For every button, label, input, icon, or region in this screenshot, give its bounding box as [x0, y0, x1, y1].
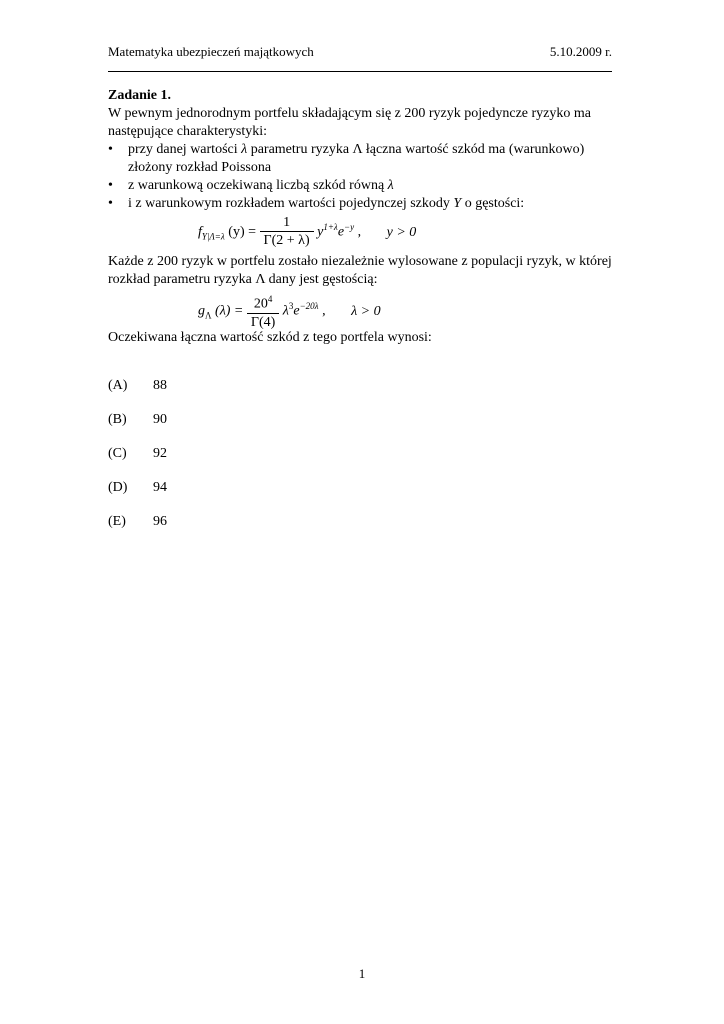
numerator-base: 20: [253, 296, 268, 312]
formula-fraction: [260, 215, 314, 250]
answer-value: 92: [153, 446, 167, 461]
formula-lambda: λ: [282, 303, 289, 319]
fraction-denominator: Γ(2 + λ): [263, 233, 310, 248]
bullet-text: o gęstości:: [464, 196, 525, 211]
answer-label: (D): [108, 480, 128, 495]
formula-argument: (y) =: [228, 224, 257, 240]
formula-exponent: −20λ: [299, 300, 319, 311]
answer-label: (B): [108, 412, 127, 427]
bullet-text: przy danej wartości: [128, 142, 238, 157]
exam-date: 5.10.2009 r.: [549, 44, 612, 59]
answer-value: 96: [153, 514, 167, 529]
task-intro: W pewnym jednorodnym portfelu składającym się z 200 ryzyk pojedyncze ryzyko ma następujące charakterystyki:: [108, 106, 591, 139]
answer-label: (E): [108, 514, 126, 529]
lambda-symbol: λ: [387, 178, 394, 193]
lambda-symbol: λ: [241, 142, 248, 157]
bullet-text: z warunkową oczekiwaną liczbą szkód równą: [128, 178, 385, 193]
formula-exponent: 4: [267, 294, 273, 304]
answer-value: 94: [153, 480, 167, 495]
page-number: 1: [358, 966, 366, 981]
formula-comma: ,: [357, 224, 362, 240]
task-content: [108, 87, 618, 347]
formula-exponent: 1+λ: [323, 222, 338, 233]
answer-value: 88: [153, 378, 167, 393]
claim-density-formula: [198, 215, 618, 253]
formula-exponent: 3: [288, 300, 294, 311]
list-item: [108, 141, 618, 177]
y-symbol: Y: [453, 196, 462, 211]
formula-e: e: [293, 303, 300, 319]
characteristics-list: [108, 141, 618, 213]
bullet-text: i z warunkowym rozkładem wartości pojedynczej szkody: [128, 196, 450, 211]
formula-y: y: [317, 224, 324, 240]
list-item: [108, 195, 618, 213]
parameter-density-formula: [198, 291, 618, 329]
fraction-numerator: [247, 291, 279, 314]
course-title: Matematyka ubezpieczeń majątkowych: [108, 44, 314, 59]
bullet-text: parametru ryzyka: [250, 142, 350, 157]
task-middle: Każde z 200 ryzyk w portfelu zostało niezależnie wylosowane z populacji ryzyk, w której rozkład parametru ryzyka Λ dany jest gęstością:: [108, 254, 612, 287]
formula-condition: y > 0: [386, 224, 417, 240]
formula-condition: λ > 0: [351, 303, 381, 319]
formula-subscript: Y|Λ=λ: [201, 231, 225, 242]
answer-label: (A): [108, 378, 128, 393]
bullet-icon: •: [108, 178, 113, 193]
task-question: Oczekiwana łączna wartość szkód z tego portfela wynosi:: [108, 330, 432, 345]
bullet-text: łączna wartość szkód ma (warunkowo) złożony rozkład Poissona: [128, 142, 585, 175]
task-title: Zadanie 1.: [108, 88, 172, 103]
capital-lambda-symbol: Λ: [352, 142, 363, 157]
formula-exponent: −y: [344, 222, 355, 233]
formula-e: e: [337, 224, 345, 240]
page-header: [108, 44, 612, 72]
formula-f: f: [198, 224, 202, 240]
formula-g: g: [198, 303, 205, 319]
formula-fraction: [247, 291, 279, 332]
formula-argument: (λ) =: [215, 303, 244, 319]
fraction-numerator: 1: [260, 215, 314, 232]
formula-subscript: Λ: [205, 310, 212, 321]
formula-comma: ,: [322, 303, 326, 319]
bullet-icon: •: [108, 142, 113, 157]
answer-value: 90: [153, 412, 167, 427]
fraction-denominator: Γ(4): [250, 314, 276, 330]
answer-label: (C): [108, 446, 127, 461]
list-item: [108, 177, 618, 195]
bullet-icon: •: [108, 196, 113, 211]
